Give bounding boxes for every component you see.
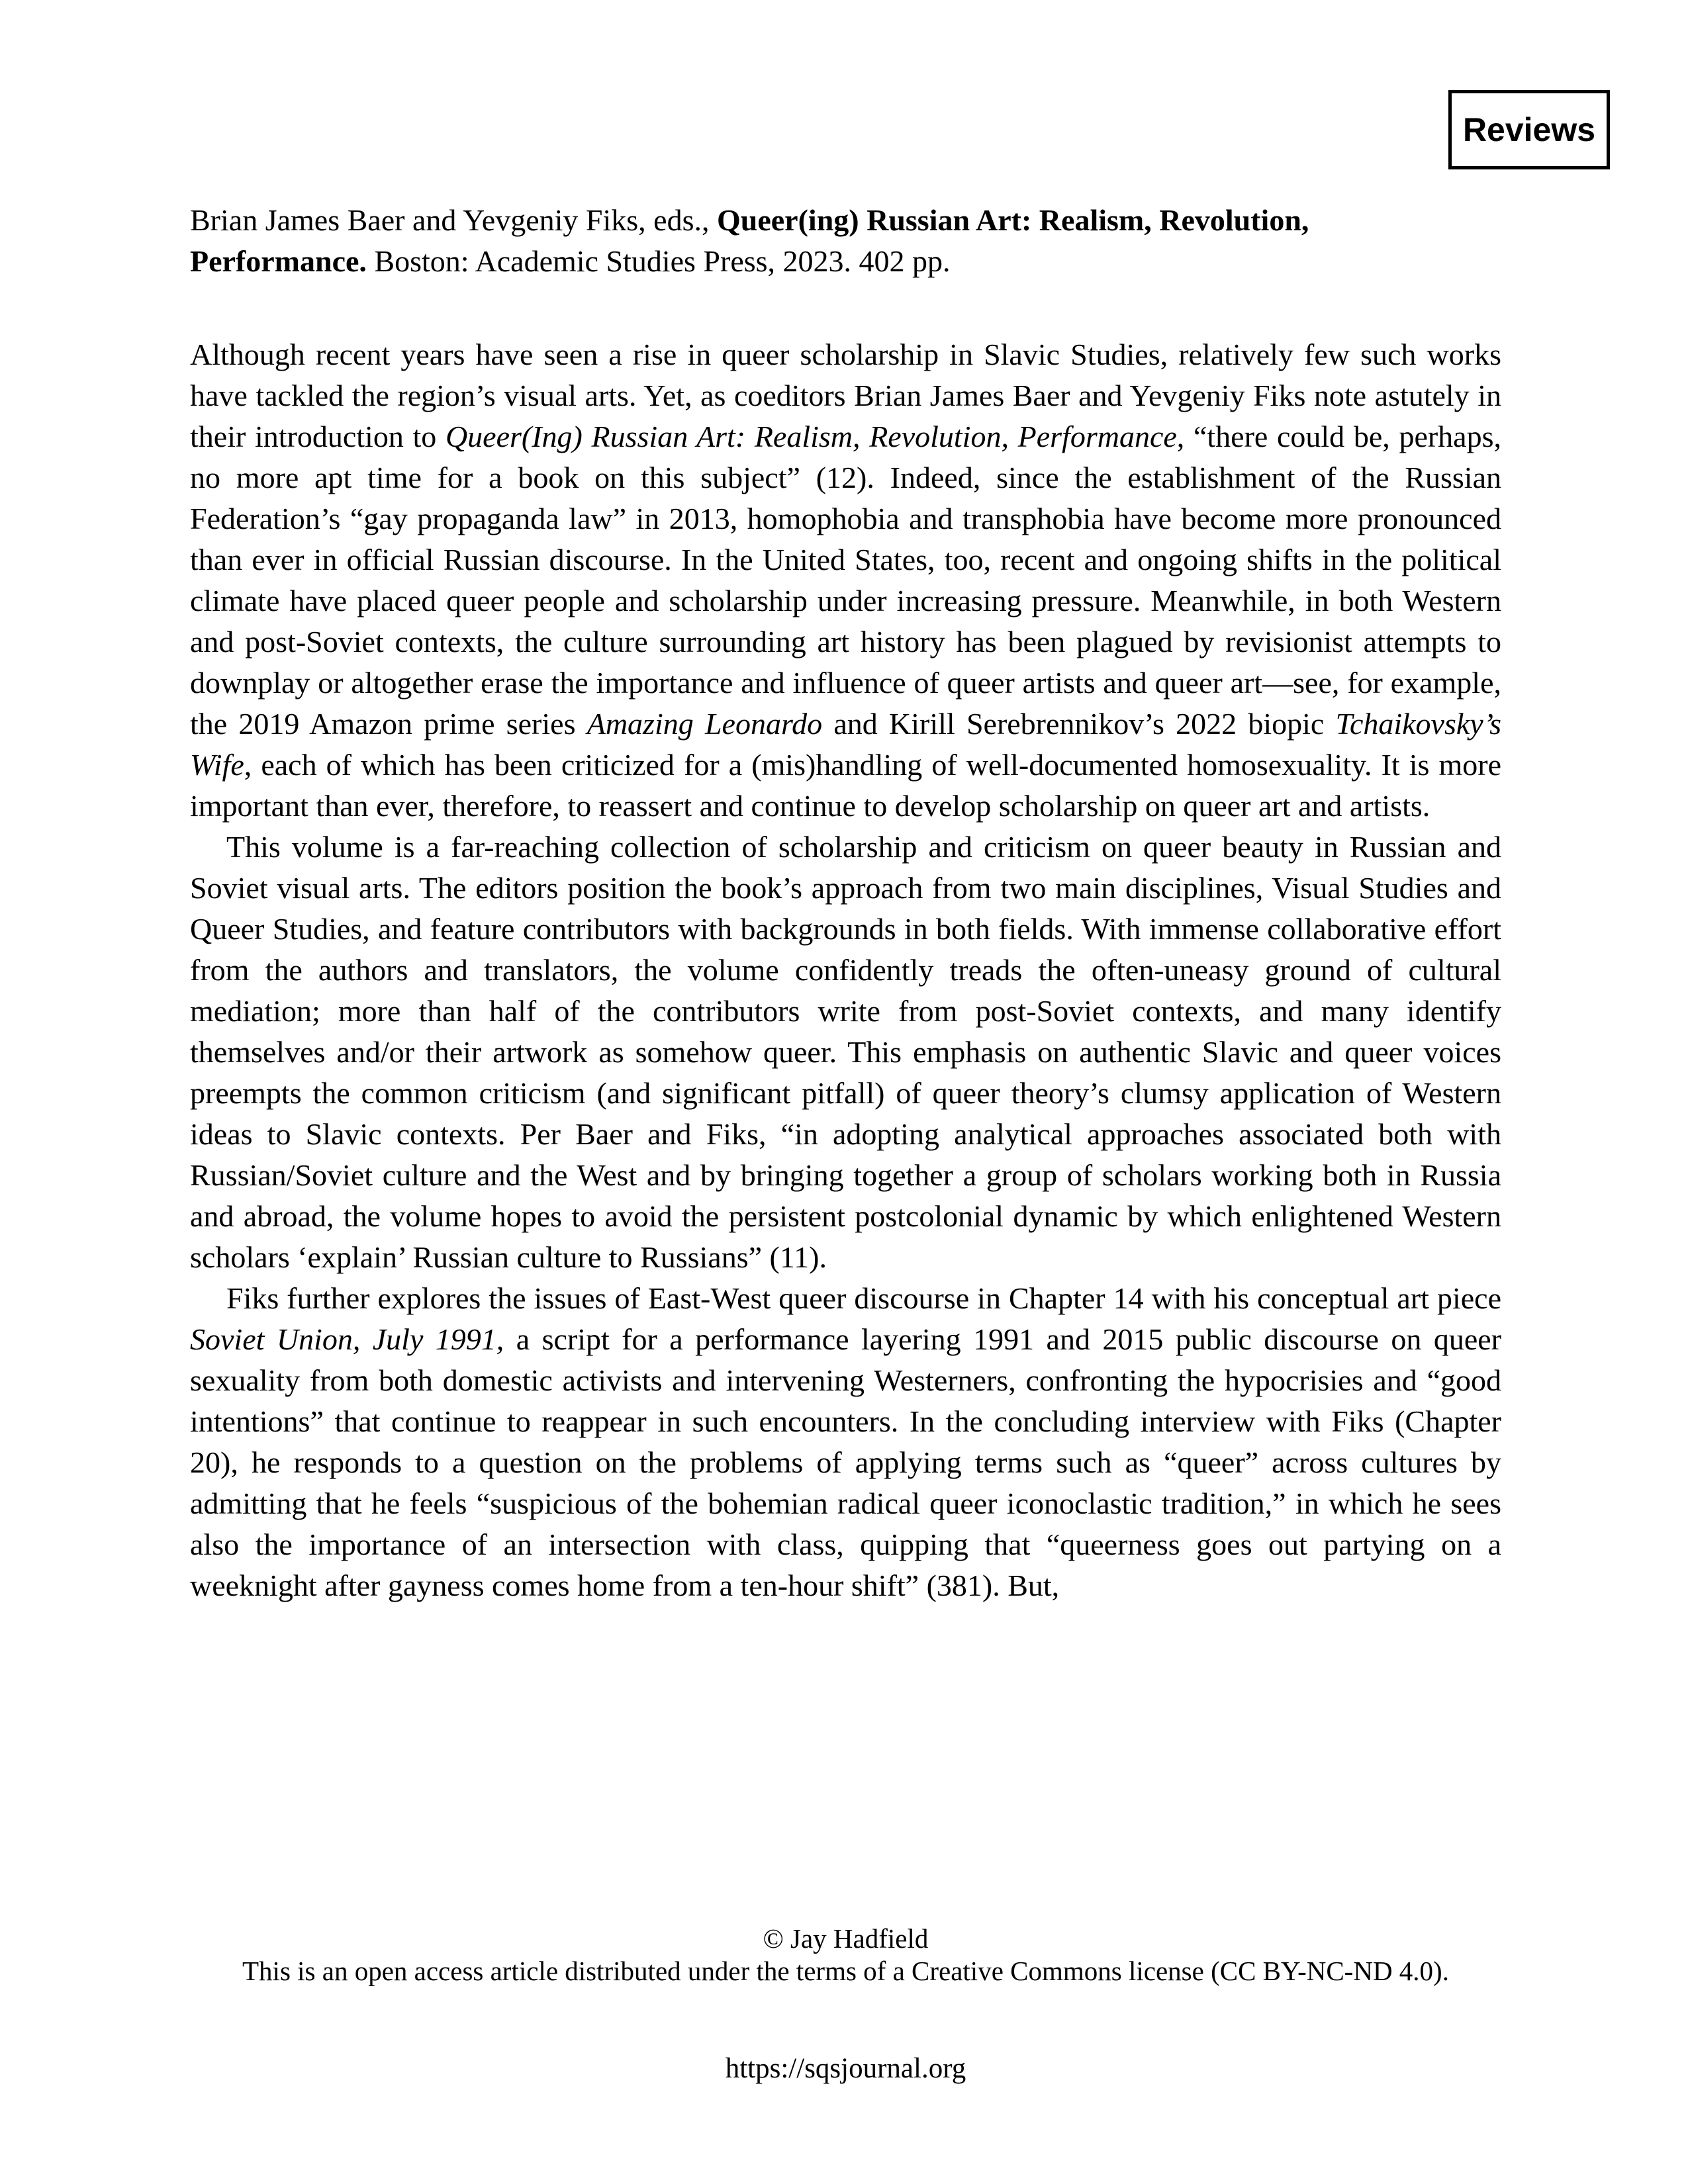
text-segment: , each of which has been criticized for a (mis)handling of well-documented homosexuality. It is more important than ever, therefore, to reassert and continue to develop scholarship on queer art and artists. <box>190 748 1501 823</box>
text-segment: Boston: Academic Studies Press, 2023. 402 pp. <box>366 244 951 278</box>
text-segment: a script for a performance layering 1991 and 2015 public discourse on queer sexuality from both domestic activists and intervening Westerners, confronting the hypocrisies and “good intentions” that continue to reappear in such encounters. In the concluding interview with Fiks (Chapter 20), he responds to a question on the problems of applying terms such as “queer” across cultures by admitting that he feels “suspicious of the bohemian radical queer iconoclastic tradition,” in which he sees also the importance of an intersection with class, quipping that “queerness goes out partying on a weeknight after gayness comes home from a ten-hour shift” (381). But, <box>190 1322 1501 1602</box>
article-content <box>190 200 1501 1606</box>
text-segment: Brian James Baer and Yevgeniy Fiks, eds., <box>190 203 717 237</box>
text-segment: Queer(ing) Russian Art: Realism, Revolution, Performance. <box>190 203 1309 278</box>
text-segment: and Kirill Serebrennikov’s 2022 biopic <box>822 707 1336 741</box>
body-paragraph-1 <box>190 334 1501 827</box>
body-paragraph-2 <box>190 827 1501 1278</box>
reviews-badge-label: Reviews <box>1462 111 1596 148</box>
text-segment: Amazing Leonardo <box>586 707 823 741</box>
text-segment: Queer(Ing) Russian Art: Realism, Revolution, Performance <box>445 420 1177 453</box>
reviews-badge <box>1448 90 1610 169</box>
book-citation <box>190 200 1355 282</box>
journal-url[interactable]: https://sqsjournal.org <box>725 2053 966 2084</box>
copyright-line: © Jay Hadfield <box>763 1923 929 1954</box>
text-segment: , “there could be, perhaps, no more apt time for a book on this subject” (12). Indeed, since the establishment of the Russian Federation’s “gay propaganda law” in 2013, homophobia and transphobia have become more pronounced than ever in official Russian discourse. In the United States, too, recent and ongoing shifts in the political climate have placed queer people and scholarship under increasing pressure. Meanwhile, in both Western and post-Soviet contexts, the culture surrounding art history has been plagued by revisionist attempts to downplay or altogether erase the importance and influence of queer artists and queer art—see, for example, the 2019 Amazon prime series <box>190 420 1501 741</box>
text-segment: This volume is a far-reaching collection of scholarship and criticism on queer beauty in Russian and Soviet visual arts. The editors position the book’s approach from two main disciplines, Visual Studies and Queer Studies, and feature contributors with backgrounds in both fields. With immense collaborative effort from the authors and translators, the volume confidently treads the often-uneasy ground of cultural mediation; more than half of the contributors write from post-Soviet contexts, and many identify themselves and/or their artwork as somehow queer. This emphasis on authentic Slavic and queer voices preempts the common criticism (and significant pitfall) of queer theory’s clumsy application of Western ideas to Slavic contexts. Per Baer and Fiks, “in adopting analytical approaches associated both with Russian/Soviet culture and the West and by bringing together a group of scholars working both in Russia and abroad, the volume hopes to avoid the persistent postcolonial dynamic by which enlightened Western scholars ‘explain’ Russian culture to Russians” (11). <box>190 830 1501 1274</box>
text-segment: Although recent years have seen a rise in queer scholarship in Slavic Studies, relatively few such works have tackled the region’s visual arts. Yet, as coeditors Brian James Baer and Yevgeniy Fiks note astutely in their introduction to <box>190 338 1501 453</box>
text-segment: Tchaikovsky’s Wife <box>190 707 1501 782</box>
text-segment: Soviet Union, July 1991, <box>190 1322 504 1356</box>
license-text: This is an open access article distributed under the terms of a Creative Commons license (CC BY-NC-ND 4.0). <box>242 1956 1449 1986</box>
text-segment: Fiks further explores the issues of East-West queer discourse in Chapter 14 with his conceptual art piece <box>226 1281 1501 1315</box>
footer <box>190 1923 1501 1987</box>
body-paragraph-3 <box>190 1278 1501 1606</box>
